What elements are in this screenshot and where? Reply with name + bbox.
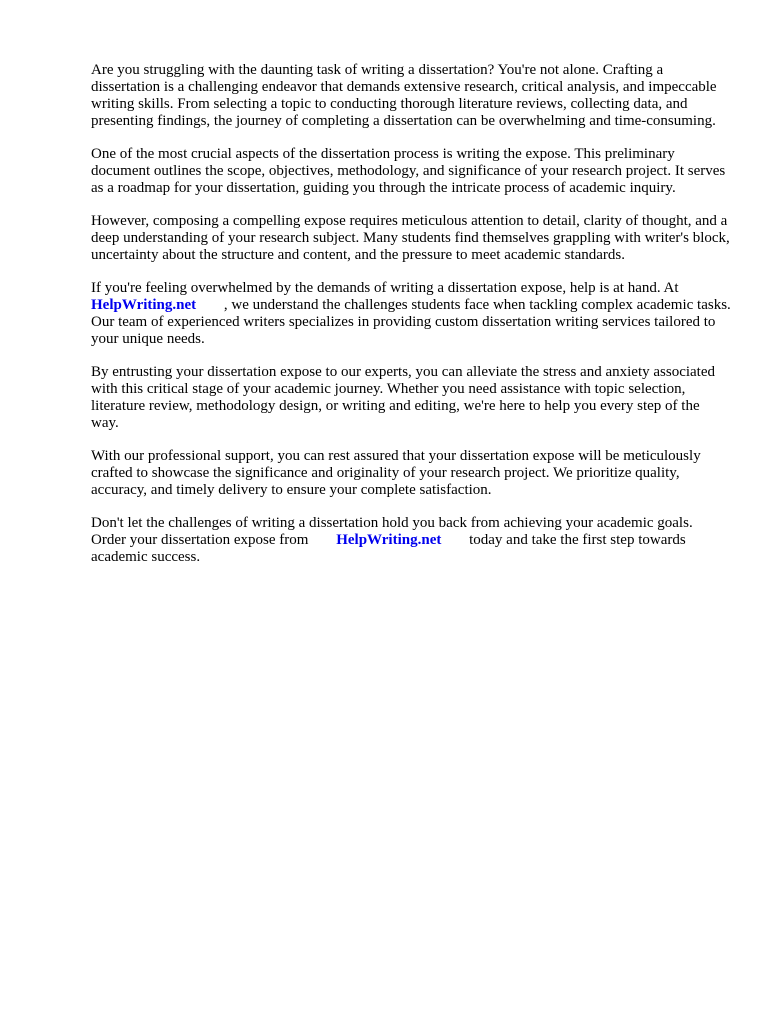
paragraph-call-to-action: [91, 515, 731, 566]
paragraph-support: With our professional support, you can rest assured that your dissertation expose will be meticulously crafted to showcase the significance and originality of your research project. We prioritize quality, accuracy, and timely delivery to ensure your complete satisfaction.: [91, 448, 701, 498]
paragraph-expose-importance: One of the most crucial aspects of the dissertation process is writing the expose. This preliminary document outlines the scope, objectives, methodology, and significance of your research project. It serves as a roadmap for your dissertation, guiding you through the intricate process of academic inquiry.: [91, 146, 726, 196]
paragraph-cta-text-before: Don't let the challenges of writing a dissertation hold you back from achieving your academic goals. Order your dissertation expose from: [91, 515, 693, 548]
paragraph-intro: Are you struggling with the daunting task of writing a dissertation? You're not alone. Crafting a dissertation is a challenging endeavor that demands extensive research, critical analysis, and impeccable writing skills. From selecting a topic to conducting thorough literature reviews, collecting data, and presenting findings, the journey of completing a dissertation can be overwhelming and time-consuming.: [91, 62, 717, 129]
document-body: [91, 62, 731, 582]
paragraph-help-offer-text-after: , we understand the challenges students face when tackling complex academic tasks. Our team of experienced writers specializes in providing custom dissertation writing services tailored to your unique needs.: [91, 297, 731, 347]
helpwriting-link[interactable]: HelpWriting.net: [91, 297, 197, 313]
paragraph-entrusting: By entrusting your dissertation expose to our experts, you can alleviate the stress and anxiety associated with this critical stage of your academic journey. Whether you need assistance with topic selection, literature review, methodology design, or writing and editing, we're here to help you every step of the way.: [91, 364, 716, 431]
paragraph-help-offer: [91, 280, 731, 348]
helpwriting-link-cta[interactable]: HelpWriting.net: [336, 532, 442, 548]
paragraph-expose-challenges: However, composing a compelling expose requires meticulous attention to detail, clarity of thought, and a deep understanding of your research subject. Many students find themselves grappling with writer's block, uncertainty about the structure and content, and the pressure to meet academic standards.: [91, 213, 730, 263]
paragraph-cta-text-after: today and take the first step towards academic success.: [91, 532, 686, 565]
paragraph-help-offer-text-before: If you're feeling overwhelmed by the demands of writing a dissertation expose, help is at hand. At: [91, 280, 679, 296]
